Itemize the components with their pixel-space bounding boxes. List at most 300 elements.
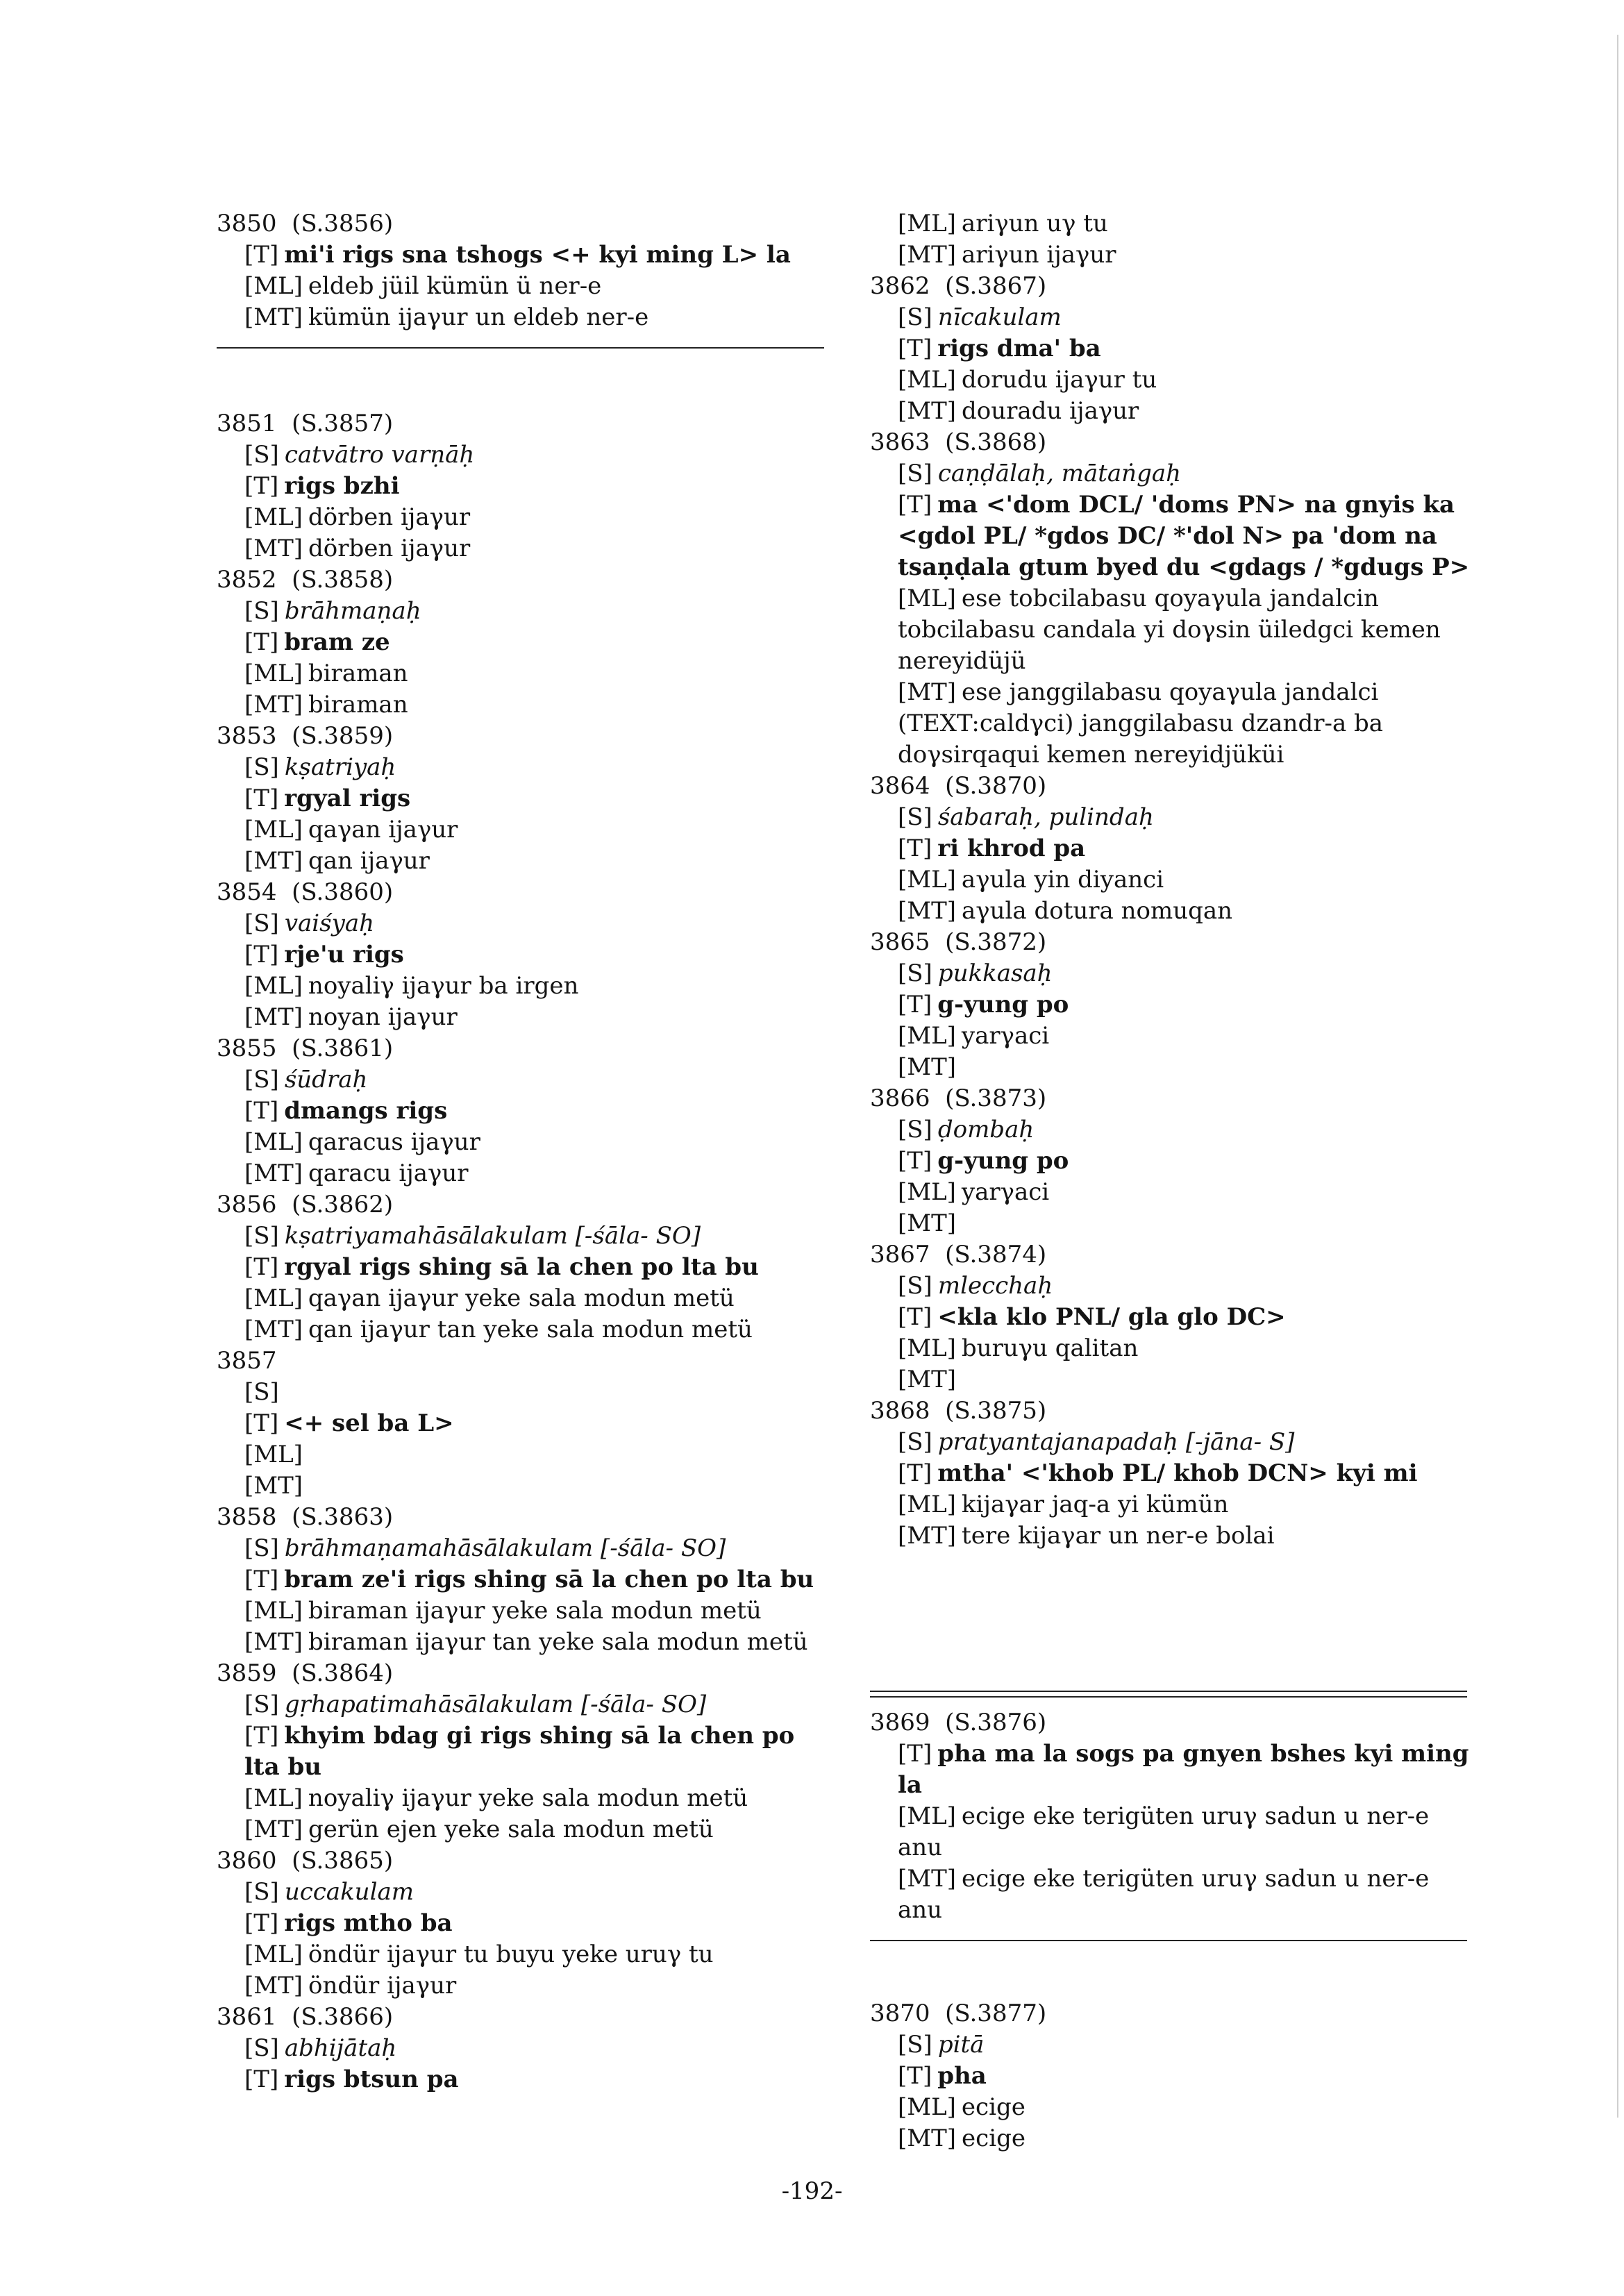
entry-reference: (S.3868) [945,428,1047,456]
tibetan-term: bram ze [284,628,390,656]
dictionary-entry [217,1189,828,1346]
entry-number: 3851 [217,410,277,437]
language-tag: [MT] [244,1472,303,1500]
language-tag: [ML] [898,866,956,894]
entry-line [217,1908,828,1939]
entry-line [217,1158,828,1189]
sanskrit-term: gṛhapatimahāsālakulam [-śāla- SO] [284,1691,707,1718]
language-tag: [S] [244,597,279,625]
entry-heading [217,408,828,439]
language-tag: [MT] [244,1003,303,1031]
language-tag: [T] [898,335,932,362]
language-tag: [T] [244,1253,279,1281]
tibetan-term: ri khrod pa [937,835,1086,862]
entry-line [870,802,1474,833]
entry-line [217,240,828,271]
entry-reference: (S.3861) [292,1034,394,1062]
mongolian-term: öndür ijaγur [308,1972,457,2000]
section-gap [870,1552,1474,1684]
tibetan-term: pha ma la sogs pa gnyen bshes kyi ming la [898,1740,1469,1799]
entry-line [217,1814,828,1845]
mongolian-term: tere kijaγar un ner-e bolai [962,1522,1275,1550]
mongolian-term: eldeb jüil kümün ü ner-e [308,272,602,300]
dictionary-entry [217,1033,828,1189]
entry-line [217,1314,828,1346]
entry-heading [870,927,1474,958]
tibetan-term: mtha' <'khob PL/ khob DCN> kyi mi [937,1459,1418,1487]
mongolian-term: ecige eke terigüten uruγ sadun u ner-e anu [898,1865,1430,1924]
language-tag: [MT] [898,2125,957,2152]
entry-line [217,971,828,1002]
mongolian-term: qaracus ijaγur [308,1128,480,1156]
entry-line [870,1177,1474,1208]
dictionary-entry [217,1502,828,1658]
language-tag: [ML] [244,1941,303,1968]
entry-line [870,2029,1474,2061]
entry-reference: (S.3873) [945,1084,1047,1112]
entry-line [217,1377,828,1408]
entry-line [870,1271,1474,1302]
entry-heading [217,877,828,908]
language-tag: [MT] [244,691,303,719]
language-tag: [MT] [898,1865,957,1893]
mongolian-term: ese tobcilabasu qoyaγula jandalcin tobcilabasu candala yi doγsin üiledgci kemen nereyidüjü [898,585,1441,675]
entry-line [217,1252,828,1283]
entry-reference: (S.3856) [292,210,394,237]
entry-heading [217,2002,828,2033]
mongolian-term: qaγan ijaγur yeke sala modun metü [308,1284,735,1312]
entry-line [870,1146,1474,1177]
entry-number: 3870 [870,2000,930,2027]
entry-line [217,596,828,627]
language-tag: [T] [244,785,279,812]
entry-line [870,1333,1474,1364]
language-tag: [ML] [244,272,303,300]
entry-heading [217,1346,828,1377]
language-tag: [T] [898,1740,932,1768]
entry-line [870,240,1474,271]
entry-line [217,1002,828,1033]
tibetan-term: khyim bdag gi rigs shing sā la chen po lta bu [244,1722,795,1781]
entry-heading [870,1083,1474,1114]
entry-line [870,489,1474,583]
language-tag: [MT] [244,1816,303,1843]
entry-reference: (S.3862) [292,1191,394,1218]
entry-number: 3863 [870,428,930,456]
entry-line [217,533,828,564]
sanskrit-term: ḍombaḥ [937,1116,1035,1143]
language-tag: [MT] [244,847,303,875]
mongolian-term: ecige [961,2093,1026,2121]
mongolian-term: qaracu ijaγur [308,1159,469,1187]
entry-line [870,677,1474,771]
language-tag: [T] [898,991,932,1019]
entry-line [217,783,828,814]
language-tag: [MT] [898,1366,957,1393]
entry-reference: (S.3867) [945,272,1047,300]
language-tag: [S] [898,1116,932,1143]
dictionary-entry [217,1658,828,1845]
entry-reference: (S.3872) [945,928,1047,956]
entry-number: 3853 [217,722,277,750]
dictionary-entry [217,208,828,333]
section-gap [870,1959,1474,1998]
language-tag: [MT] [898,241,957,269]
language-tag: [MT] [244,303,303,331]
entry-line [870,989,1474,1021]
entry-line [870,833,1474,864]
language-tag: [T] [898,1459,932,1487]
entry-line [870,958,1474,989]
mongolian-term: ariγun uγ tu [961,210,1108,237]
entry-reference: (S.3874) [945,1241,1047,1268]
entry-line [217,1689,828,1720]
mongolian-term: dorudu ijaγur tu [961,366,1157,394]
tibetan-term: dmangs rigs [284,1097,448,1125]
entry-line [217,1064,828,1096]
entry-line [870,302,1474,333]
mongolian-term: yarγaci [961,1178,1050,1206]
entry-line [217,846,828,877]
entry-line [870,396,1474,427]
mongolian-term: kümün ijaγur un eldeb ner-e [308,303,649,331]
entry-heading [870,1396,1474,1427]
entry-reference: (S.3857) [292,410,394,437]
entry-line [870,896,1474,927]
entry-line [870,864,1474,896]
entry-line [870,1489,1474,1520]
entry-line [870,1520,1474,1552]
mongolian-term: ariγun ijaγur [962,241,1116,269]
entry-reference: (S.3864) [292,1659,394,1687]
language-tag: [ML] [244,1441,303,1468]
entry-number: 3868 [870,1397,930,1425]
entry-heading [217,1189,828,1221]
sanskrit-term: brāhmaṇaḥ [284,597,421,625]
language-tag: [S] [898,460,932,487]
entry-line [870,2061,1474,2092]
language-tag: [ML] [898,1802,956,1830]
tibetan-term: mi'i rigs sna tshogs <+ kyi ming L> la [284,241,791,269]
section-divider [217,347,824,349]
language-tag: [ML] [898,1178,956,1206]
entry-reference: (S.3876) [945,1709,1047,1736]
language-tag: [ML] [898,1491,956,1518]
entry-reference: (S.3870) [945,772,1047,800]
language-tag: [ML] [898,585,956,612]
language-tag: [ML] [898,2093,956,2121]
entry-line [870,1801,1474,1863]
entry-line [870,583,1474,677]
sanskrit-term: uccakulam [284,1878,414,1906]
language-tag: [ML] [244,1784,303,1812]
language-tag: [S] [244,2034,279,2062]
language-tag: [ML] [898,366,956,394]
entry-line [217,502,828,533]
entry-heading [217,208,828,240]
entry-line [870,1021,1474,1052]
language-tag: [MT] [898,1053,957,1081]
entry-line [217,752,828,783]
language-tag: [S] [898,803,932,831]
entry-line [870,1738,1474,1801]
language-tag: [S] [244,1378,279,1406]
mongolian-term: yarγaci [961,1022,1050,1050]
entry-number: 3864 [870,772,930,800]
language-tag: [S] [244,1222,279,1250]
tibetan-term: g-yung po [937,1147,1069,1175]
entry-line [217,302,828,333]
entry-heading [217,1033,828,1064]
entry-line [217,1221,828,1252]
mongolian-term: noyaliγ ijaγur yeke sala modun metü [308,1784,748,1812]
entry-heading [870,771,1474,802]
sanskrit-term: pitā [937,2031,985,2059]
mongolian-term: qan ijaγur [308,847,430,875]
entry-line [217,1127,828,1158]
language-tag: [S] [244,1534,279,1562]
dictionary-entry [217,564,828,721]
tibetan-term: pha [937,2062,987,2090]
page-number: -192- [781,2177,843,2205]
language-tag: [ML] [244,660,303,687]
dictionary-entry [217,721,828,877]
entry-heading [217,1502,828,1533]
language-tag: [T] [244,941,279,969]
entry-line [870,1302,1474,1333]
tibetan-term: <kla klo PNL/ gla glo DC> [937,1303,1286,1331]
entry-reference: (S.3866) [292,2003,394,2031]
entry-heading [870,271,1474,302]
language-tag: [ML] [898,210,956,237]
entry-heading [217,721,828,752]
language-tag: [S] [898,1428,932,1456]
mongolian-term: biraman [308,691,408,719]
entry-line [217,271,828,302]
dictionary-entry [217,1845,828,2002]
entry-number: 3856 [217,1191,277,1218]
entry-line [870,458,1474,489]
sanskrit-term: kṣatriyaḥ [284,753,396,781]
entry-heading [870,427,1474,458]
entry-reference: (S.3858) [292,566,394,594]
language-tag: [S] [244,1691,279,1718]
tibetan-term: rigs mtho ba [284,1909,453,1937]
entry-line [217,939,828,971]
section-divider [870,1940,1467,1941]
mongolian-term: noyaliγ ijaγur ba irgen [308,972,579,1000]
language-tag: [ML] [244,972,303,1000]
dictionary-entry [870,271,1474,427]
sanskrit-term: śūdraḥ [284,1066,368,1093]
mongolian-term: biraman [308,660,408,687]
entry-heading [217,564,828,596]
language-tag: [T] [244,1097,279,1125]
language-tag: [MT] [244,1159,303,1187]
mongolian-term: qaγan ijaγur [308,816,458,844]
tibetan-term: g-yung po [937,991,1069,1019]
section-gap [217,367,828,408]
mongolian-term: kijaγar jaq-a yi kümün [961,1491,1229,1518]
language-tag: [ML] [244,1597,303,1625]
dictionary-entry [217,408,828,564]
language-tag: [T] [898,1303,932,1331]
entry-number: 3866 [870,1084,930,1112]
entry-number: 3869 [870,1709,930,1736]
entry-line [870,1052,1474,1083]
sanskrit-term: brāhmaṇamahāsālakulam [-śāla- SO] [284,1534,726,1562]
sanskrit-term: pratyantajanapadaḥ [-jāna- S] [937,1428,1295,1456]
entry-line [870,333,1474,364]
mongolian-term: öndür ijaγur tu buyu yeke uruγ tu [308,1941,714,1968]
entry-line [217,1627,828,1658]
language-tag: [MT] [244,535,303,562]
left-column [217,208,828,2095]
language-tag: [T] [898,835,932,862]
entry-line [217,1408,828,1439]
dictionary-entry [870,771,1474,927]
sanskrit-term: vaiśyaḥ [284,910,375,937]
entry-line [217,439,828,471]
language-tag: [S] [898,2031,932,2059]
mongolian-term: dörben ijaγur [308,535,471,562]
dictionary-entry [870,208,1474,271]
entry-heading [870,1707,1474,1738]
language-tag: [MT] [898,397,957,425]
entry-line [217,814,828,846]
mongolian-term: ecige eke terigüten uruγ sadun u ner-e anu [898,1802,1430,1861]
entry-heading [217,1845,828,1877]
entry-line [217,1470,828,1502]
entry-heading [870,1998,1474,2029]
entry-number: 3862 [870,272,930,300]
scan-edge-line [1617,35,1618,2118]
entry-line [217,1533,828,1564]
entry-reference: (S.3875) [945,1397,1047,1425]
entry-heading [870,1239,1474,1271]
tibetan-term: rje'u rigs [284,941,404,969]
entry-reference: (S.3865) [292,1847,394,1875]
entry-reference: (S.3863) [292,1503,394,1531]
entry-line [217,908,828,939]
dictionary-entry [217,877,828,1033]
entry-line [870,1208,1474,1239]
language-tag: [T] [898,2062,932,2090]
entry-number: 3858 [217,1503,277,1531]
mongolian-term: noyan ijaγur [308,1003,458,1031]
language-tag: [ML] [244,816,303,844]
entry-reference: (S.3860) [292,878,394,906]
language-tag: [T] [244,1909,279,1937]
tibetan-term: ma <'dom DCL/ 'doms PN> na gnyis ka <gdol PL/ *gdos DC/ *'dol N> pa 'dom na tsaṇḍala gtum byed du <gdags / *gdugs P> [898,491,1470,581]
entry-line [217,1720,828,1783]
entry-line [217,689,828,721]
language-tag: [MT] [898,678,957,706]
language-tag: [MT] [244,1972,303,2000]
mongolian-term: buruγu qalitan [961,1334,1139,1362]
language-tag: [T] [244,1566,279,1593]
language-tag: [S] [244,1878,279,1906]
sanskrit-term: pukkasaḥ [937,960,1053,987]
entry-number: 3854 [217,878,277,906]
entry-line [217,1970,828,2002]
language-tag: [S] [898,303,932,331]
tibetan-term: rigs bzhi [284,472,400,500]
language-tag: [ML] [244,1128,303,1156]
dictionary-entry [870,427,1474,771]
language-tag: [ML] [244,1284,303,1312]
entry-line [217,658,828,689]
dictionary-entry [870,1998,1474,2154]
mongolian-term: gerün ejen yeke sala modun metü [308,1816,714,1843]
entry-line [217,1096,828,1127]
mongolian-term: ese janggilabasu qoyaγula jandalci (TEXT:caldγci) janggilabasu dzandr-a ba doγsirqaqui kemen nereyidjüküi [898,678,1384,769]
dictionary-entry [870,1239,1474,1396]
language-tag: [S] [898,960,932,987]
entry-number: 3852 [217,566,277,594]
entry-line [870,1458,1474,1489]
language-tag: [T] [244,1722,279,1750]
mongolian-term: douradu ijaγur [962,397,1139,425]
right-column [870,208,1474,2154]
tibetan-term: rigs btsun pa [284,2065,459,2093]
entry-line [217,2033,828,2064]
language-tag: [MT] [898,1522,957,1550]
dictionary-entry [870,1396,1474,1552]
sanskrit-term: kṣatriyamahāsālakulam [-śāla- SO] [284,1222,701,1250]
language-tag: [S] [244,441,279,469]
language-tag: [S] [244,910,279,937]
mongolian-term: dörben ijaγur [308,503,471,531]
sanskrit-term: caṇḍālaḥ, mātaṅgaḥ [937,460,1182,487]
tibetan-term: rgyal rigs shing sā la chen po lta bu [284,1253,759,1281]
entry-number: 3860 [217,1847,277,1875]
entry-number: 3861 [217,2003,277,2031]
entry-line [870,1364,1474,1396]
language-tag: [T] [244,472,279,500]
language-tag: [T] [898,491,932,519]
dictionary-entry [870,927,1474,1083]
tibetan-term: <+ sel ba L> [284,1409,454,1437]
sanskrit-term: śabaraḥ, pulindaḥ [937,803,1154,831]
entry-reference: (S.3859) [292,722,394,750]
sanskrit-term: catvātro varṇāḥ [284,441,475,469]
entry-line [217,2064,828,2095]
language-tag: [MT] [898,1209,957,1237]
language-tag: [T] [244,628,279,656]
entry-number: 3855 [217,1034,277,1062]
mongolian-term: ecige [962,2125,1026,2152]
language-tag: [MT] [244,1628,303,1656]
language-tag: [T] [244,1409,279,1437]
entry-line [870,1427,1474,1458]
dictionary-entry [217,2002,828,2095]
sanskrit-term: nīcakulam [937,303,1062,331]
mongolian-term: biraman ijaγur tan yeke sala modun metü [308,1628,808,1656]
entry-reference: (S.3877) [945,2000,1047,2027]
section-double-divider [870,1691,1467,1698]
entry-line [870,208,1474,240]
language-tag: [ML] [244,503,303,531]
mongolian-term: qan ijaγur tan yeke sala modun metü [308,1316,753,1343]
entry-line [870,2123,1474,2154]
entry-line [217,1783,828,1814]
dictionary-entry [870,1707,1474,1926]
language-tag: [MT] [244,1316,303,1343]
entry-line [217,627,828,658]
tibetan-term: rgyal rigs [284,785,411,812]
entry-number: 3850 [217,210,277,237]
